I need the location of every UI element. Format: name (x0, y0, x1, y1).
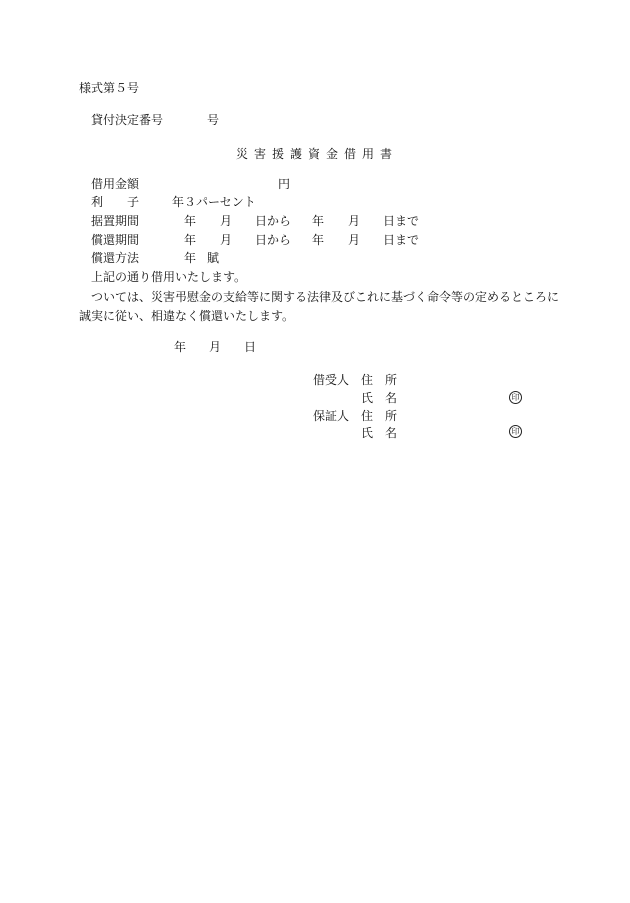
deferment-year-1: 年 (184, 214, 197, 228)
interest-value: 年３パーセント (172, 195, 256, 209)
repayment-year-1: 年 (184, 233, 197, 247)
borrower-address-label: 住 所 (361, 373, 398, 387)
body-line-2: ついては、災害弔慰金の支給等に関する法律及びこれに基づく命令等の定めるところに (91, 290, 560, 304)
repayment-month-1: 月 (220, 233, 233, 247)
deferment-label: 据置期間 (91, 214, 140, 228)
deferment-day-1: 日から (255, 214, 292, 228)
repayment-day-2: 日まで (383, 233, 420, 247)
repayment-year-2: 年 (312, 233, 325, 247)
decision-number-suffix: 号 (207, 113, 220, 127)
guarantor-address-label: 住 所 (361, 409, 398, 423)
document-title: 災害援護資金借用書 (236, 147, 399, 161)
borrower-role: 借受人 (313, 373, 350, 387)
deferment-month-2: 月 (348, 214, 361, 228)
repayment-method-year: 年 (184, 251, 197, 265)
deferment-month-1: 月 (220, 214, 233, 228)
body-line-1: 上記の通り借用いたします。 (91, 270, 247, 284)
borrower-seal: 印 (509, 391, 522, 404)
deferment-day-2: 日まで (383, 214, 420, 228)
interest-label-2: 子 (127, 195, 140, 209)
date-day: 日 (244, 340, 257, 354)
guarantor-seal: 印 (509, 425, 522, 438)
deferment-year-2: 年 (312, 214, 325, 228)
repayment-method-fu: 賦 (207, 251, 220, 265)
body-line-3: 誠実に従い、相違なく償還いたします。 (79, 309, 295, 323)
repayment-label: 償還期間 (91, 233, 140, 247)
form-number: 様式第５号 (79, 81, 140, 95)
guarantor-name-label: 氏 名 (361, 426, 398, 440)
decision-number-label: 貸付決定番号 (91, 113, 164, 127)
repayment-day-1: 日から (255, 233, 292, 247)
borrower-name-label: 氏 名 (361, 391, 398, 405)
date-year: 年 (174, 340, 187, 354)
date-month: 月 (209, 340, 222, 354)
loan-amount-unit: 円 (278, 177, 291, 191)
interest-label-1: 利 (91, 195, 104, 209)
repayment-method-label: 償還方法 (91, 251, 140, 265)
repayment-month-2: 月 (348, 233, 361, 247)
loan-amount-label: 借用金額 (91, 177, 140, 191)
guarantor-role: 保証人 (313, 409, 350, 423)
